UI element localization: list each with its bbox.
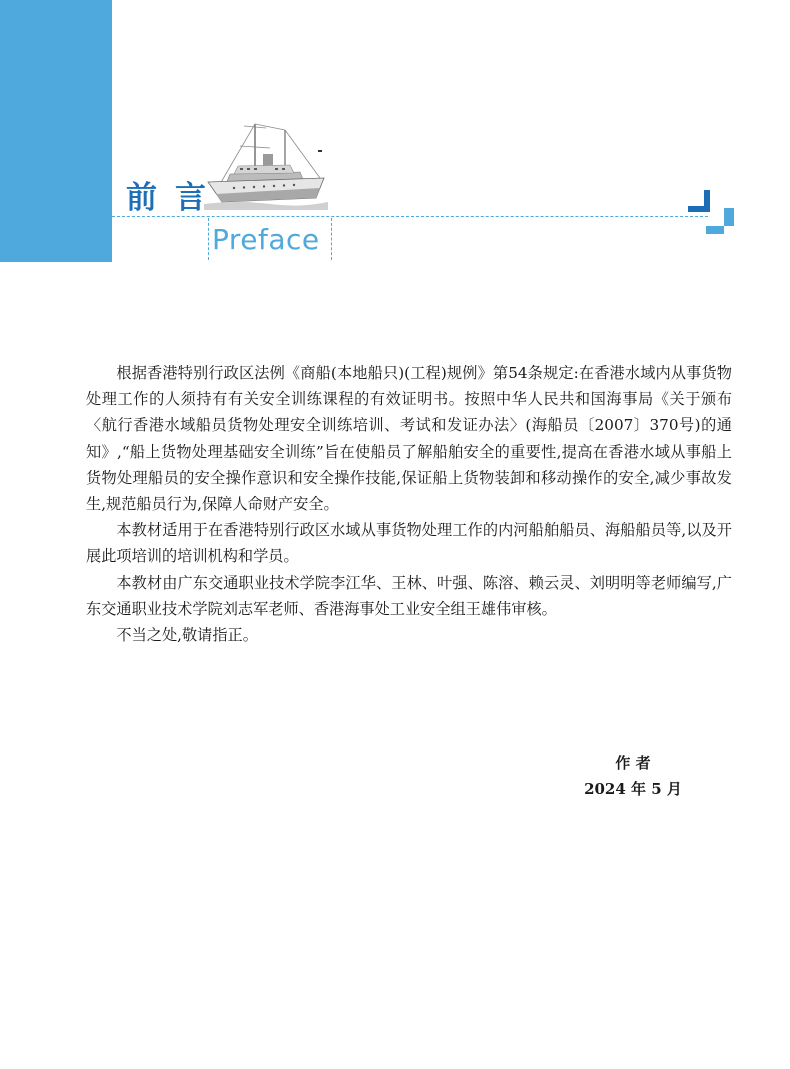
paragraph-2: 本教材适用于在香港特别行政区水域从事货物处理工作的内河船舶船员、海船船员等,以及开展此项培训的培训机构和学员。 xyxy=(86,521,732,566)
paragraph-4: 不当之处,敬请指正。 xyxy=(116,626,258,645)
signature-block xyxy=(560,750,706,802)
signature-date: 2024 年 5 月 xyxy=(584,780,682,798)
header-divider xyxy=(112,216,708,217)
side-color-bar xyxy=(0,0,112,262)
paragraph-1: 根据香港特别行政区法例《商船(本地船只)(工程)规例》第54条规定:在香港水域内从事货物处理工作的人须持有有关安全训练课程的有效证明书。按照中华人民共和国海事局《关于颁布〈航行香港水域船员货物处理安全训练培训、考试和发证办法〉(海船员〔2007〕370号)的通知》,“船上货物处理基础安全训练”旨在使船员了解船舶安全的重要性,提高在香港水域从事船上货物处理船员的安全操作意识和安全操作技能,保证船上货物装卸和移动操作的安全,减少事故发生,规范船员行为,保障人命财产安全。 xyxy=(86,364,732,514)
signature-author: 作 者 xyxy=(615,754,651,772)
preface-body xyxy=(86,360,732,648)
page-title-chinese: 前言 xyxy=(126,180,224,216)
corner-bracket-icon xyxy=(688,190,734,236)
paragraph-3: 本教材由广东交通职业技术学院李江华、王林、叶强、陈溶、赖云灵、刘明明等老师编写,广东交通职业技术学院刘志军老师、香港海事处工业安全组王雄伟审核。 xyxy=(86,573,732,618)
page-title-english: Preface xyxy=(212,223,320,256)
